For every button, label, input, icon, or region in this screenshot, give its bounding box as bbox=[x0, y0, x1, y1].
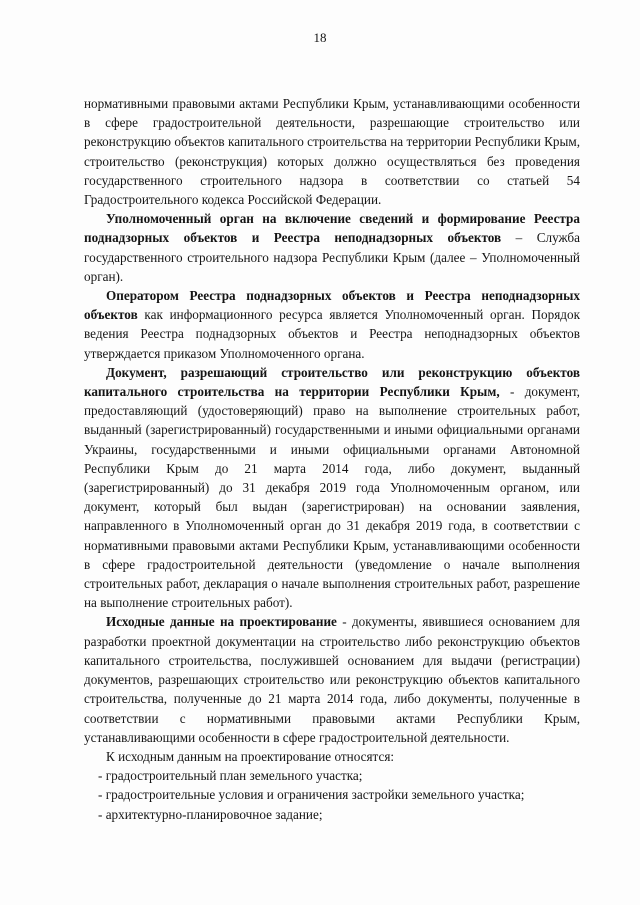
term-authorized-body: Уполномоченный орган на включение сведений и формирование Реестра поднадзорных объектов и Реестра неподнадзорных объектов bbox=[84, 211, 580, 246]
paragraph-authorized-body bbox=[84, 209, 580, 286]
definition-authorized-body: – Служба государственного строительного надзора Республики Крым (далее – Уполномоченный орган). bbox=[84, 230, 580, 284]
list-item: - архитектурно-планировочное задание; bbox=[98, 806, 323, 822]
paragraph-list-intro: К исходным данным на проектирование относятся: bbox=[106, 748, 395, 764]
definition-permit-document: - документ, предоставляющий (удостоверяющий) право на выполнение строительных работ, выданный (зарегистрированный) государственными и иными официальными органами Украины, государственными и иными официальными органами Автономной Республики Крым до 21 марта 2014 года, либо документ, выданный (зарегистрированный) до 31 декабря 2019 года Уполномоченным органом, или документ, который был выдан (зарегистрирован) на основании заявления, направленного в Уполномоченный орган до 31 декабря 2019 года, в соответствии с нормативными правовыми актами Республики Крым, устанавливающими особенности в сфере градостроительной деятельности (уведомление о начале выполнения строительных работ, декларация о начале выполнения строительных работ, разрешение на выполнение строительных работ). bbox=[84, 384, 580, 611]
paragraph-permit-document bbox=[84, 363, 580, 613]
definition-registry-operator: как информационного ресурса является Уполномоченный орган. Порядок ведения Реестра поднадзорных объектов и Реестра неподнадзорных объектов утверждается приказом Уполномоченного органа. bbox=[84, 307, 580, 361]
document-body bbox=[84, 94, 580, 824]
term-registry-operator: Оператором Реестра поднадзорных объектов и Реестра неподнадзорных объектов bbox=[84, 288, 580, 323]
term-initial-design-data: Исходные данные на проектирование bbox=[106, 614, 337, 630]
paragraph-initial-design-data bbox=[84, 612, 580, 746]
definition-initial-design-data: - документы, явившиеся основанием для разработки проектной документации на строительство либо реконструкцию объектов капитального строительства, послужившей основанием для выдачи (регистрации) документов, разрешающих строительство или реконструкцию объектов капитального строительства, полученные до 21 марта 2014 года, либо документы, полученные в соответствии с нормативными правовыми актами Республики Крым, устанавливающими особенности в сфере градостроительной деятельности. bbox=[84, 614, 580, 745]
list-item: - градостроительные условия и ограничения застройки земельного участка; bbox=[98, 787, 525, 803]
paragraph-registry-operator bbox=[84, 286, 580, 363]
page-number: 18 bbox=[313, 30, 327, 45]
term-permit-document: Документ, разрешающий строительство или реконструкцию объектов капитального строительства на территории Республики Крым, bbox=[84, 364, 580, 400]
list-item: - градостроительный план земельного участка; bbox=[98, 768, 363, 784]
paragraph-continuation: нормативными правовыми актами Республики Крым, устанавливающими особенности в сфере градостроительной деятельности, разрешающие строительство или реконструкцию объектов капитального строительства на территории Республики Крым, строительство (реконструкция) которых должно осуществляться без проведения государственного строительного надзора в соответствии со статьей 54 Градостроительного кодекса Российской Федерации. bbox=[84, 96, 580, 208]
